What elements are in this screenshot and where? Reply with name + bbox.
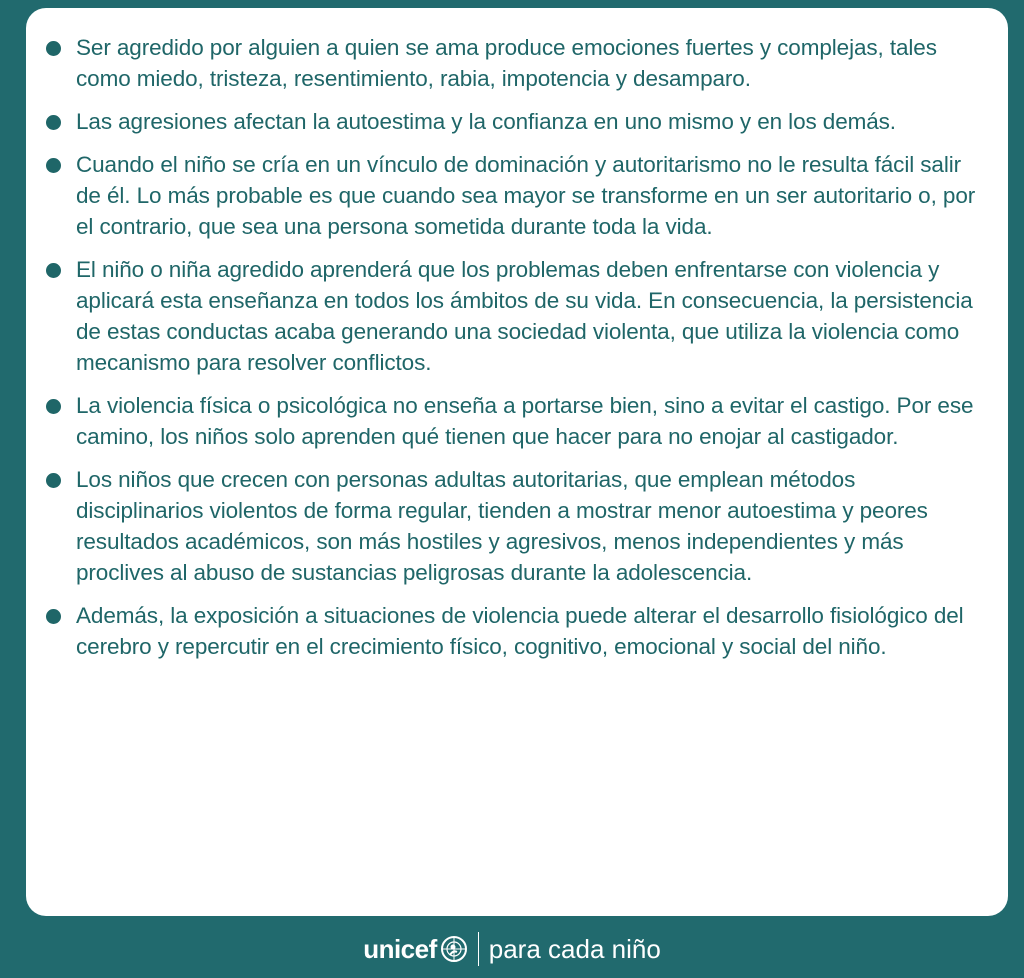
footer xyxy=(0,928,1024,970)
bullet-icon xyxy=(46,263,61,278)
list-item xyxy=(76,149,988,242)
bullet-icon xyxy=(46,399,61,414)
tagline: para cada niño xyxy=(488,933,661,964)
list-item-text: Los niños que crecen con personas adultas autoritarias, que emplean métodos disciplinarios violentos de forma regular, tienden a mostrar menor autoestima y peores resultados académicos, son más hostiles y agresivos, menos independientes y más proclives al abuso de sustancias peligrosas durante la adolescencia. xyxy=(76,467,928,585)
content-card xyxy=(26,8,1008,916)
list-item-text: Además, la exposición a situaciones de violencia puede alterar el desarrollo fisiológico del cerebro y repercutir en el crecimiento físico, cognitivo, emocional y social del niño. xyxy=(76,603,964,659)
list-item-text: Cuando el niño se cría en un vínculo de dominación y autoritarismo no le resulta fácil salir de él. Lo más probable es que cuando sea mayor se transforme en un ser autoritario o, por el contrario, que sea una persona sometida durante toda la vida. xyxy=(76,152,976,239)
footer-divider xyxy=(478,932,479,966)
list-item-text: Las agresiones afectan la autoestima y la confianza en uno mismo y en los demás. xyxy=(76,109,896,134)
bullet-icon xyxy=(46,473,61,488)
list-item xyxy=(76,106,988,137)
bullet-icon xyxy=(46,158,61,173)
unicef-emblem-icon xyxy=(440,935,468,963)
list-item-text: El niño o niña agredido aprenderá que los problemas deben enfrentarse con violencia y aplicará esta enseñanza en todos los ámbitos de su vida. En consecuencia, la persistencia de estas conductas acaba generando una sociedad violenta, que utiliza la violencia como mecanismo para resolver conflictos. xyxy=(76,257,973,375)
list-item-text: La violencia física o psicológica no enseña a portarse bien, sino a evitar el castigo. Por ese camino, los niños solo aprenden qué tienen que hacer para no enojar al castigador. xyxy=(76,393,974,449)
bullet-icon xyxy=(46,41,61,56)
list-item xyxy=(76,600,988,662)
list-item-text: Ser agredido por alguien a quien se ama produce emociones fuertes y complejas, tales como miedo, tristeza, resentimiento, rabia, impotencia y desamparo. xyxy=(76,35,937,91)
list-item xyxy=(76,254,988,378)
list-item xyxy=(76,390,988,452)
bullet-list xyxy=(76,32,988,662)
unicef-logo-text: unicef xyxy=(363,933,437,964)
list-item xyxy=(76,32,988,94)
bullet-icon xyxy=(46,609,61,624)
bullet-icon xyxy=(46,115,61,130)
list-item xyxy=(76,464,988,588)
